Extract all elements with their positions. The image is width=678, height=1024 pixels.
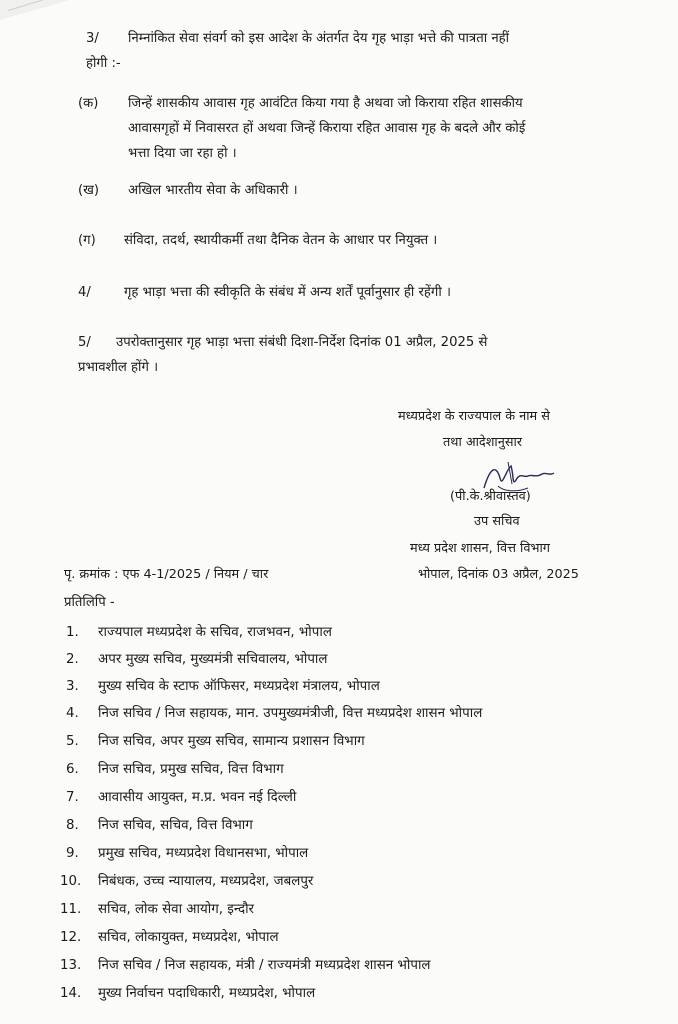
signatory-department: मध्य प्रदेश शासन, वित्त विभाग xyxy=(410,541,550,556)
copy-item-num: 5. xyxy=(66,734,79,749)
copy-item-text: निबंधक, उच्च न्यायालय, मध्यप्रदेश, जबलपुर xyxy=(98,874,314,889)
copy-item-num: 11. xyxy=(60,902,82,917)
item-ka-marker: (क) xyxy=(78,96,99,111)
copy-heading: प्रतिलिपि - xyxy=(64,595,115,610)
copy-item-num: 8. xyxy=(66,818,79,833)
copy-item-num: 10. xyxy=(60,874,82,889)
item-kha-text: अखिल भारतीय सेवा के अधिकारी । xyxy=(128,183,298,198)
copy-item-num: 7. xyxy=(66,790,79,805)
copy-item-num: 3. xyxy=(66,679,79,694)
copy-item-num: 2. xyxy=(66,652,79,667)
item-ka-line1: जिन्हें शासकीय आवास गृह आवंटित किया गया है अथवा जो किराया रहित शासकीय xyxy=(128,96,523,111)
copy-item-text: मुख्य निर्वाचन पदाधिकारी, मध्यप्रदेश, भोपाल xyxy=(98,986,316,1001)
copy-item-num: 13. xyxy=(60,958,82,973)
signatory-designation: उप सचिव xyxy=(474,514,520,529)
endorsement-place-date: भोपाल, दिनांक 03 अप्रैल, 2025 xyxy=(418,567,579,582)
para5-number: 5/ xyxy=(78,335,91,350)
item-ga-text: संविदा, तदर्थ, स्थायीकर्मी तथा दैनिक वेतन के आधार पर नियुक्त । xyxy=(124,233,438,248)
para5-line2: प्रभावशील होंगे । xyxy=(78,360,159,375)
copy-item-num: 14. xyxy=(60,986,82,1001)
copy-item-text: सचिव, लोक सेवा आयोग, इन्दौर xyxy=(98,902,255,917)
copy-item-text: निज सचिव / निज सहायक, मान. उपमुख्यमंत्रीजी, वित्त मध्यप्रदेश शासन भोपाल xyxy=(98,706,483,721)
copy-item-text: निज सचिव, सचिव, वित्त विभाग xyxy=(98,818,253,833)
copy-item-text: निज सचिव / निज सहायक, मंत्री / राज्यमंत्री मध्यप्रदेश शासन भोपाल xyxy=(98,958,431,973)
item-ga-marker: (ग) xyxy=(78,233,96,248)
item-ka-line2: आवासगृहों में निवासरत हों अथवा जिन्हें किराया रहित आवास गृह के बदले और कोई xyxy=(128,121,526,136)
signature-line1: मध्यप्रदेश के राज्यपाल के नाम से xyxy=(398,409,550,424)
copy-item-text: आवासीय आयुक्त, म.प्र. भवन नई दिल्ली xyxy=(98,790,297,805)
para3-number: 3/ xyxy=(86,31,99,46)
endorsement-number: पृ. क्रमांक : एफ 4-1/2025 / नियम / चार xyxy=(64,567,269,582)
item-ka-line3: भत्ता दिया जा रहा हो । xyxy=(128,146,237,161)
para5-line1: उपरोक्तानुसार गृह भाड़ा भत्ता संबंधी दिशा-निर्देश दिनांक 01 अप्रैल, 2025 से xyxy=(116,335,488,350)
para3-line2: होगी :- xyxy=(86,56,121,71)
copy-item-text: राज्यपाल मध्यप्रदेश के सचिव, राजभवन, भोपाल xyxy=(98,625,332,640)
para4-number: 4/ xyxy=(78,285,91,300)
signatory-name: (पी.के.श्रीवास्तव) xyxy=(450,489,531,504)
item-kha-marker: (ख) xyxy=(78,183,100,198)
copy-item-text: सचिव, लोकायुक्त, मध्यप्रदेश, भोपाल xyxy=(98,930,279,945)
copy-item-text: निज सचिव, प्रमुख सचिव, वित्त विभाग xyxy=(98,762,284,777)
copy-item-text: निज सचिव, अपर मुख्य सचिव, सामान्य प्रशासन विभाग xyxy=(98,734,365,749)
para3-line1: निम्नांकित सेवा संवर्ग को इस आदेश के अंतर्गत देय गृह भाड़ा भत्ते की पात्रता नहीं xyxy=(128,31,510,46)
copy-item-text: प्रमुख सचिव, मध्यप्रदेश विधानसभा, भोपाल xyxy=(98,846,309,861)
copy-item-num: 1. xyxy=(66,625,79,640)
copy-item-num: 12. xyxy=(60,930,82,945)
copy-item-text: अपर मुख्य सचिव, मुख्यमंत्री सचिवालय, भोपाल xyxy=(98,652,328,667)
para4-text: गृह भाड़ा भत्ता की स्वीकृति के संबंध में अन्य शर्तें पूर्वानुसार ही रहेंगी । xyxy=(124,285,451,300)
copy-item-num: 9. xyxy=(66,846,79,861)
copy-item-num: 4. xyxy=(66,706,79,721)
copy-item-num: 6. xyxy=(66,762,79,777)
signature-line2: तथा आदेशानुसार xyxy=(443,435,523,450)
copy-item-text: मुख्य सचिव के स्टाफ ऑफिसर, मध्यप्रदेश मंत्रालय, भोपाल xyxy=(98,679,380,694)
